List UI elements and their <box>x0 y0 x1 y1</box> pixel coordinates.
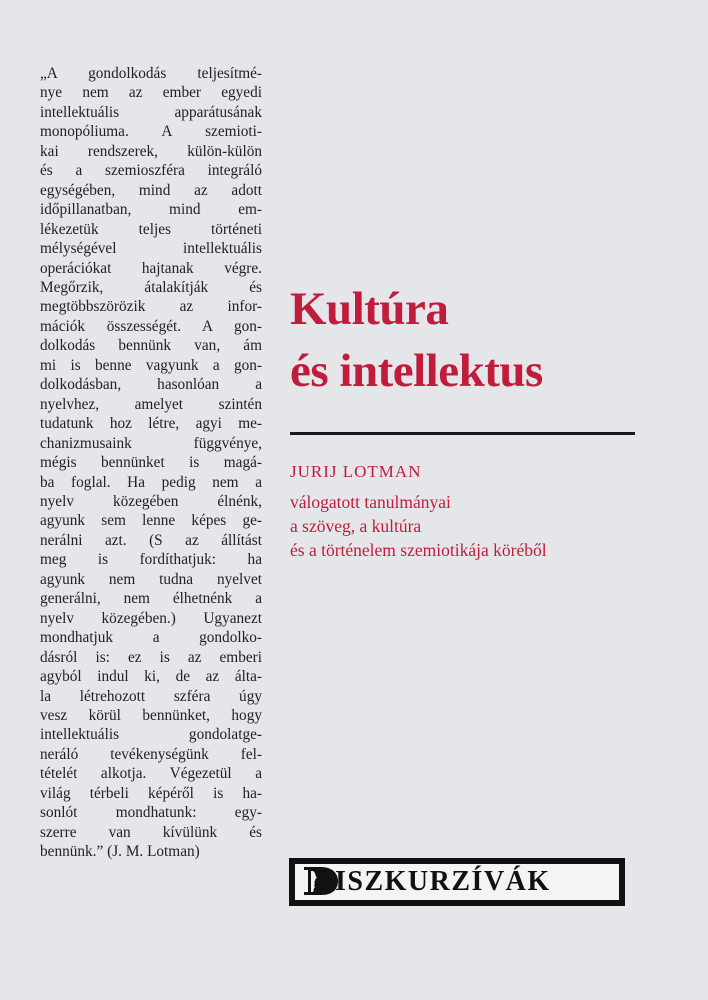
subtitle-line-3: és a történelem szemiotikája köréből <box>290 540 547 560</box>
quote-line: bennünk.” (J. M. Lotman) <box>40 843 200 861</box>
quote-line: mélységével intellektuális <box>40 240 262 258</box>
quote-line: mációk összességét. A gon- <box>40 317 262 335</box>
publisher-logo <box>289 858 625 906</box>
quote-line: szerre van kívülünk és <box>40 823 262 841</box>
quote-line: egységében, mind az adott <box>40 181 262 199</box>
back-quote <box>40 64 262 862</box>
quote-line: „A gondolkodás teljesítmé- <box>40 65 262 82</box>
quote-line: mondhatjuk a gondolko- <box>40 629 262 647</box>
quote-line: ba foglal. Ha pedig nem a <box>40 473 262 491</box>
quote-line: mégis bennünket is magá- <box>40 454 262 472</box>
quote-line: meg is fordíthatjuk: ha <box>40 551 262 569</box>
subtitle-line-1: válogatott tanulmányai <box>290 492 451 512</box>
quote-line: nyelv közegében.) Ugyanezt <box>40 609 262 627</box>
publisher-logo-frame <box>293 862 621 902</box>
quote-line: neráló tevékenységünk fel- <box>40 745 262 763</box>
quote-line: monopóliuma. A szemioti- <box>40 123 262 141</box>
quote-line: operációkat hajtanak végre. <box>40 259 262 277</box>
title-line-1: Kultúra <box>290 283 449 335</box>
quote-line: dolkodásban, hasonlóan a <box>40 376 262 394</box>
book-title <box>290 278 690 402</box>
quote-line: intellektuális apparátusának <box>40 103 262 121</box>
subtitle-line-2: a szöveg, a kultúra <box>290 516 422 536</box>
book-subtitle <box>290 490 690 562</box>
publisher-logo-text: ISZKURZÍVÁK <box>335 866 551 897</box>
quote-line: la létrehozott szféra úgy <box>40 687 262 705</box>
quote-line: intellektuális gondolatge- <box>40 726 262 744</box>
quote-line: Megőrzik, átalakítják és <box>40 278 262 296</box>
quote-line: mi is benne vagyunk a gon- <box>40 356 262 374</box>
quote-line: megtöbbszörözik az infor- <box>40 298 262 316</box>
quote-line: nerálni azt. (S az állítást <box>40 531 262 549</box>
quote-line: dásról is: ez is az emberi <box>40 648 262 666</box>
quote-line: agyból indul ki, de az álta- <box>40 668 262 686</box>
quote-line: és a szemioszféra integráló <box>40 162 262 180</box>
title-divider <box>290 432 635 435</box>
quote-line: sonlót mondhatunk: egy- <box>40 804 262 822</box>
quote-line: nye nem az ember egyedi <box>40 84 262 102</box>
quote-line: időpillanatban, mind em- <box>40 201 262 219</box>
quote-line: lékezetük teljes történeti <box>40 220 262 238</box>
quote-line: generálni, nem élhetnénk a <box>40 590 262 608</box>
title-line-2: és intellektus <box>290 345 543 397</box>
quote-line: dolkodás bennünk van, ám <box>40 337 262 355</box>
quote-line: tételét alkotja. Végezetül a <box>40 765 262 783</box>
quote-line: kai rendszerek, külön-külön <box>40 142 262 160</box>
profile-d-icon <box>301 865 339 897</box>
author-name: JURIJ LOTMAN <box>290 462 422 481</box>
quote-line: nyelv közegében élnénk, <box>40 492 262 510</box>
quote-line: világ térbeli képéről is ha- <box>40 784 262 802</box>
quote-line: agyunk nem tudna nyelvet <box>40 570 262 588</box>
quote-line: nyelvhez, amelyet szintén <box>40 395 262 413</box>
quote-line: chanizmusaink függvénye, <box>40 434 262 452</box>
quote-line: tudatunk hoz létre, agyi me- <box>40 415 262 433</box>
quote-line: vesz körül bennünket, hogy <box>40 706 262 724</box>
quote-line: agyunk sem lenne képes ge- <box>40 512 262 530</box>
